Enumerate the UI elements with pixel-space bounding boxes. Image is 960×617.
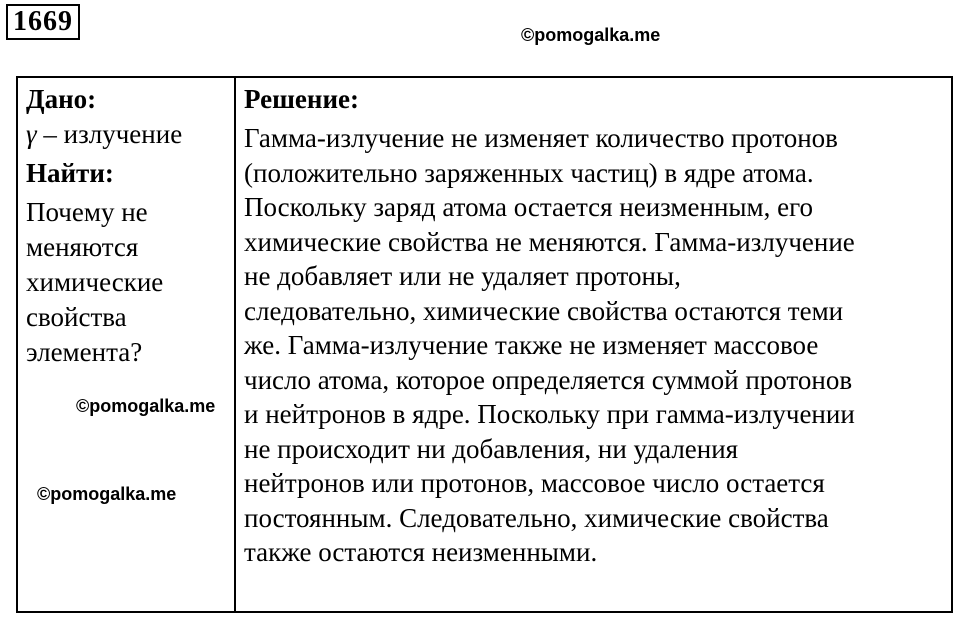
solution-line: же. Гамма-излучение также не изменяет массовое: [244, 330, 819, 360]
solution-line: химические свойства не меняются. Гамма-излучение: [244, 226, 855, 257]
solution-heading: Решение:: [244, 84, 359, 114]
given-radiation: – излучение: [36, 119, 183, 149]
solution-line: следовательно, химические свойства остаются теми: [244, 295, 844, 326]
solution-line: не происходит ни добавления, ни удаления: [244, 433, 739, 464]
watermark-left-1: ©pomogalka.me: [76, 396, 216, 416]
solution-line: нейтронов или протонов, массовое число остается: [244, 468, 825, 498]
solution-line: Гамма-излучение не изменяет количество протонов: [244, 123, 838, 153]
solution-line: также остаются неизменными.: [244, 537, 598, 567]
given-heading: Дано:: [26, 84, 97, 114]
solution-text: [244, 121, 949, 570]
solution-line: число атома, которое определяется суммой протонов: [244, 364, 853, 395]
find-question: [26, 195, 226, 370]
gamma-symbol: γ: [26, 119, 37, 149]
problem-number: 1669: [6, 4, 80, 40]
find-heading: Найти:: [26, 158, 114, 188]
given-value: [26, 117, 226, 152]
find-line: элемента?: [26, 337, 143, 367]
solution-column: [244, 82, 949, 570]
given-column: [26, 82, 226, 370]
find-line: Почему не: [26, 197, 148, 227]
column-divider: [234, 78, 236, 611]
solution-line: Поскольку заряд атома остается неизменным, его: [244, 192, 814, 222]
find-line: химические: [26, 267, 164, 297]
find-line: свойства: [26, 302, 127, 332]
solution-line: не добавляет или не удаляет протоны,: [244, 261, 681, 291]
solution-line: постоянным. Следовательно, химические свойства: [244, 502, 829, 533]
task-table: [16, 76, 953, 613]
solution-line: и нейтронов в ядре. Поскольку при гамма-излучении: [244, 399, 855, 429]
solution-line: (положительно заряженных частиц) в ядре атома.: [244, 157, 814, 188]
find-line: меняются: [26, 232, 139, 262]
watermark-top: ©pomogalka.me: [521, 25, 661, 45]
watermark-left-2: ©pomogalka.me: [37, 484, 177, 504]
